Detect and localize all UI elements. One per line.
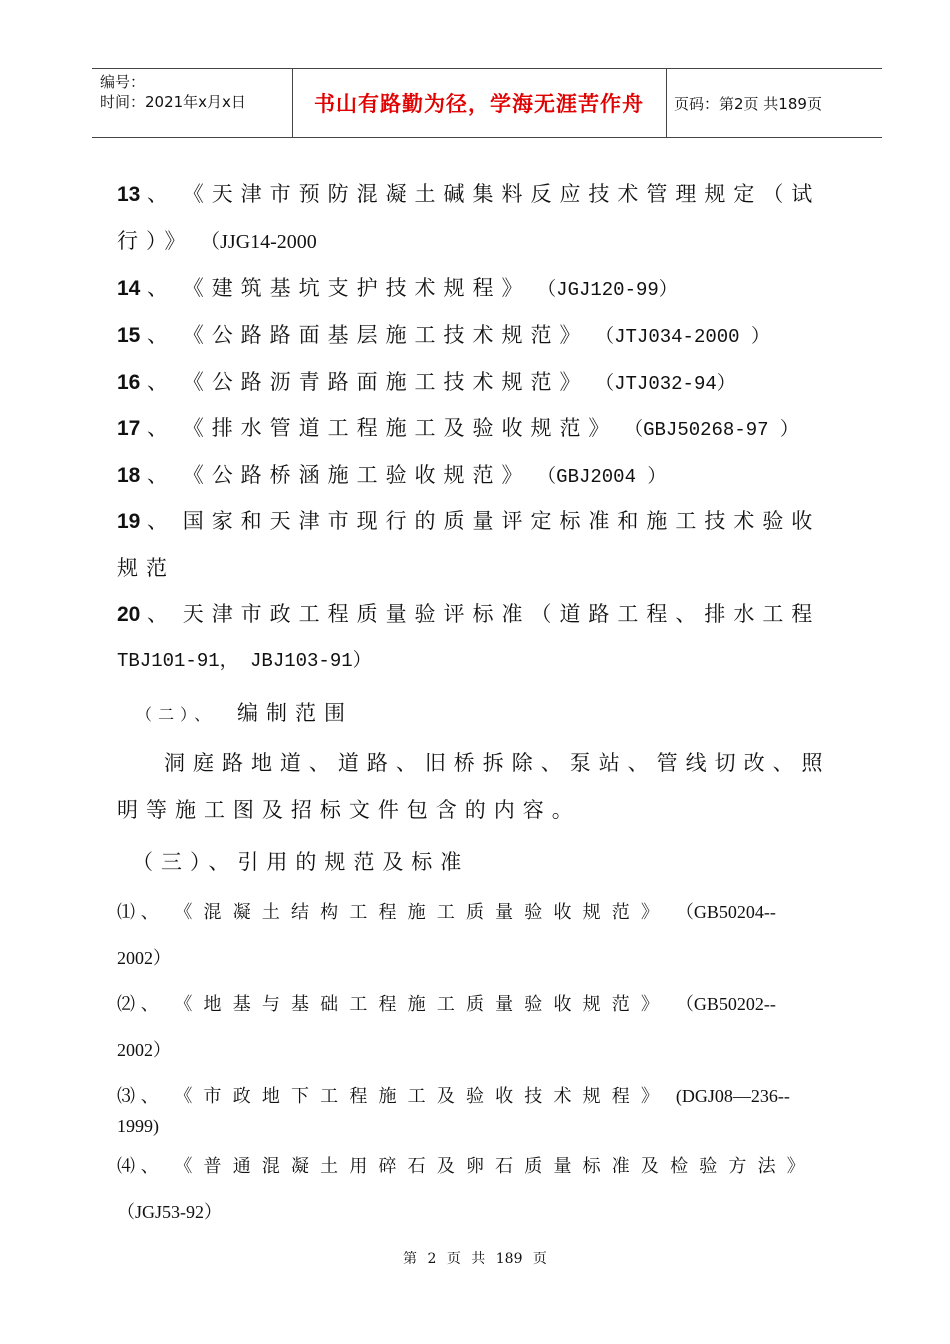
item-code: （JGJ120-99） [537,279,678,301]
reference-item [117,1082,790,1108]
header-time-label: 时间：2021年x月x日 [100,93,246,111]
item-number: 14 [117,277,141,300]
list-item-continuation [117,225,317,255]
item-title: 《公路桥涵施工验收规范》 [182,463,531,487]
header-page-info: 页码：第2页 共189页 [674,94,822,113]
header-motto: 书山有路勤为径，学海无涯苦作舟 [314,92,644,116]
section-number: （二）、 [136,705,217,724]
item-number: 15 [117,324,141,347]
list-item [117,505,820,535]
ref-separator: 、 [140,902,169,923]
page-header [92,68,882,138]
list-item-continuation [117,645,372,672]
item-code: （GBJ50268-97 ） [624,419,799,441]
reference-continuation [117,1036,171,1062]
item-number: 16 [117,371,141,394]
item-title: 国家和天津市现行的质量评定标准和施工技术验收 [182,509,821,533]
item-title: 《建筑基坑支护技术规程》 [182,276,531,300]
item-separator: 、 [147,602,177,626]
item-separator: 、 [147,370,177,394]
page-footer: 第 2 页 共 189 页 [403,1251,547,1267]
ref-number: ⑴ [117,902,135,923]
reference-item [117,1152,816,1178]
reference-continuation [117,1116,159,1137]
ref-title: 《地基与基础工程施工质量验收规范》 [174,994,671,1015]
item-title: 《公路沥青路面施工技术规范》 [182,370,589,394]
item-separator: 、 [147,276,177,300]
paragraph-line [164,747,831,777]
item-title: 《排水管道工程施工及验收规范》 [182,416,618,440]
item-code: （JTJ032-94） [595,373,736,395]
reference-item [117,990,776,1016]
list-item [117,412,799,442]
ref-separator: 、 [140,994,169,1015]
ref-cont: （JGJ53-92） [117,1202,223,1222]
paragraph-text: 明等施工图及招标文件包含的内容。 [117,798,581,822]
list-item [117,598,820,628]
item-title-cont: TBJ101-91， JBJ103-91） [117,650,372,672]
item-title: 《公路路面基层施工技术规范》 [182,323,589,347]
item-separator: 、 [147,463,177,487]
item-title-cont: 行）》 [117,229,194,253]
ref-code: （GB50204-- [675,902,776,922]
item-code: （JTJ034-2000 ） [595,326,770,348]
list-item [117,459,666,489]
list-item [117,178,820,208]
reference-item [117,898,776,924]
ref-cont: 2002） [117,948,171,968]
ref-separator: 、 [140,1156,169,1177]
item-separator: 、 [147,416,177,440]
header-id-label: 编号： [100,73,146,91]
list-item [117,272,678,302]
paragraph-line [117,794,581,824]
ref-code: （GB50202-- [675,994,776,1014]
paragraph-text: 洞庭路地道、道路、旧桥拆除、泵站、管线切改、照 [164,751,831,775]
header-meta [100,72,246,112]
reference-continuation [117,1198,222,1224]
item-title: 天津市政工程质量验评标准（道路工程、排水工程 [182,602,821,626]
ref-separator: 、 [140,1086,169,1107]
reference-continuation [117,944,171,970]
item-code: （GBJ2004 ） [537,466,667,488]
list-item-continuation [117,552,175,582]
item-number: 20 [117,603,141,626]
ref-cont: 2002） [117,1040,171,1060]
ref-code: (DGJ08—236-- [675,1086,790,1106]
item-separator: 、 [147,509,177,533]
item-title-cont: 规范 [117,556,175,580]
item-code: （JJG14-2000 [200,231,317,253]
ref-number: ⑶ [117,1086,135,1107]
section-title: 编制范围 [237,701,353,725]
item-separator: 、 [147,323,177,347]
ref-title: 《普通混凝土用碎石及卵石质量标准及检验方法》 [174,1156,816,1177]
header-divider [666,69,667,137]
ref-number: ⑷ [117,1156,135,1177]
section-heading [132,846,469,876]
list-item [117,366,736,396]
section-heading [136,697,353,727]
item-number: 18 [117,464,141,487]
ref-title: 《市政地下工程施工及验收技术规程》 [174,1086,671,1107]
item-separator: 、 [147,182,177,206]
item-number: 13 [117,183,141,206]
ref-title: 《混凝土结构工程施工质量验收规范》 [174,902,671,923]
item-number: 19 [117,510,141,533]
ref-number: ⑵ [117,994,135,1015]
section-title: （三）、引用的规范及标准 [132,850,470,874]
item-number: 17 [117,417,141,440]
list-item [117,319,770,349]
ref-cont: 1999) [117,1116,159,1136]
item-title: 《天津市预防混凝土碱集料反应技术管理规定（试 [182,182,821,206]
